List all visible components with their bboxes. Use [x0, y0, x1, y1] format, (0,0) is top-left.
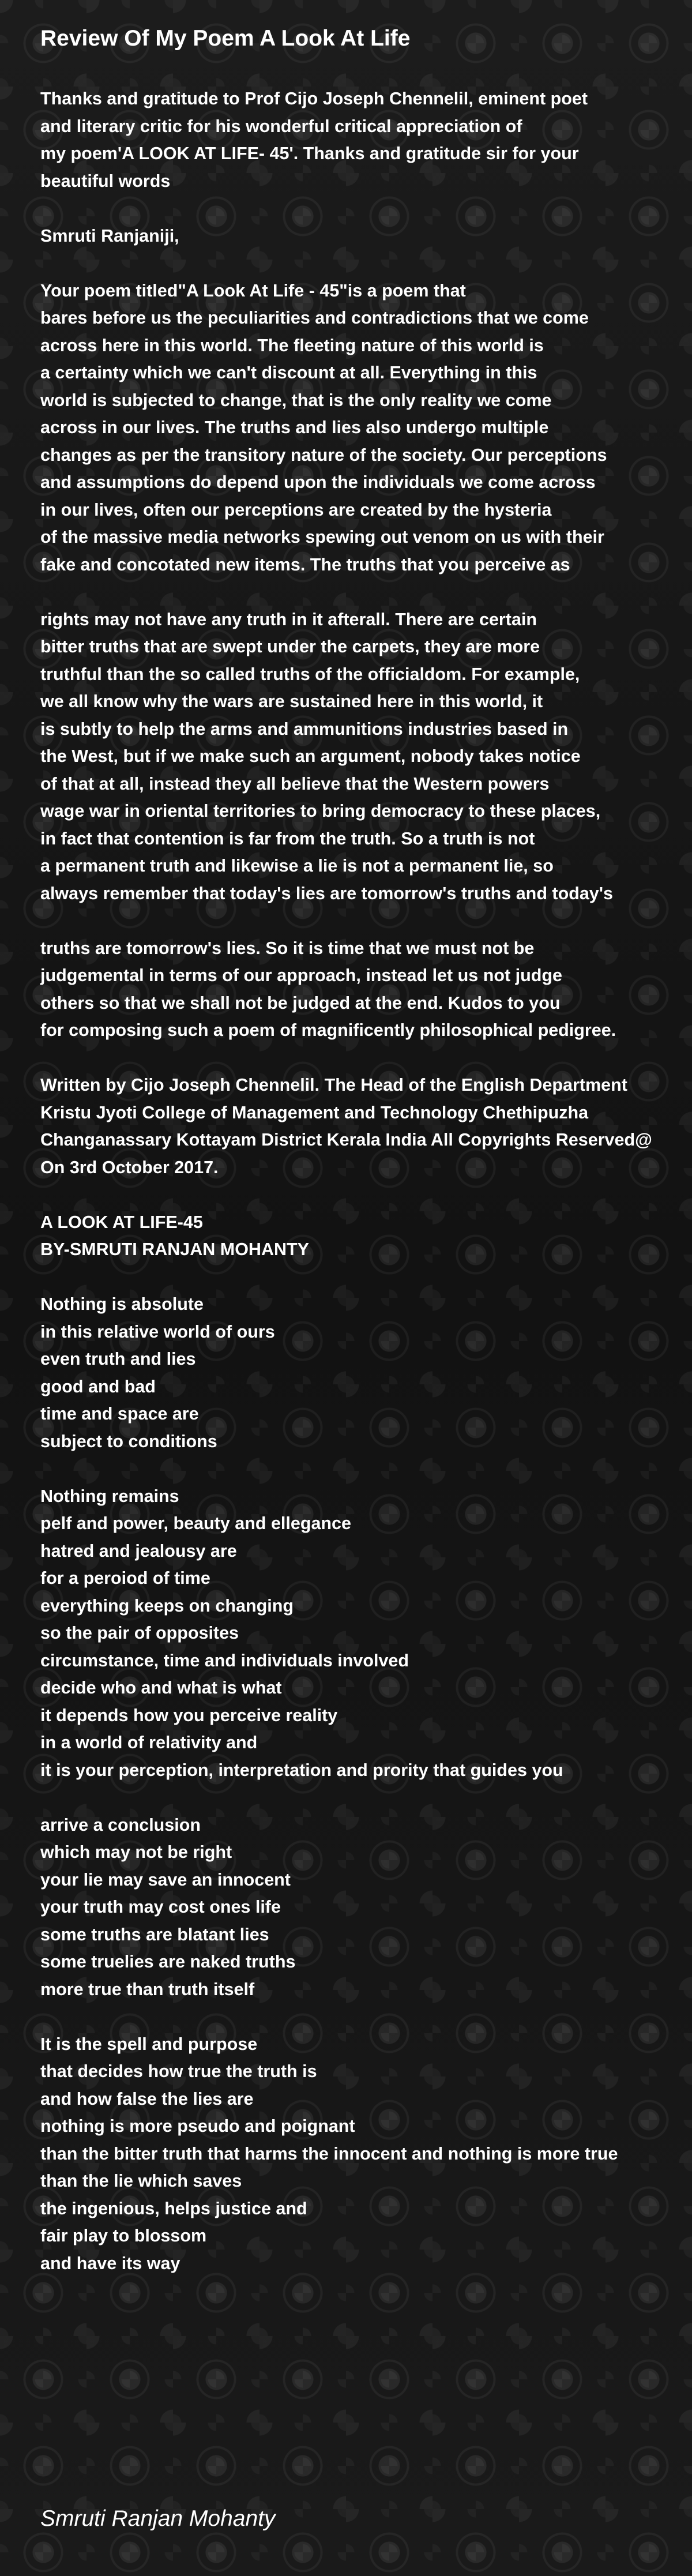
text-line: Smruti Ranjaniji, [40, 226, 179, 246]
text-line: a certainty which we can't discount at all. Everything in this [40, 363, 537, 382]
text-line: fake and concotated new items. The truths that you perceive as [40, 554, 570, 574]
text-line: It is the spell and purpose [40, 2034, 258, 2054]
blank-line [40, 579, 680, 606]
text-line: in this relative world of ours [40, 1321, 275, 1342]
text-line: bares before us the peculiarities and contradictions that we come [40, 308, 589, 328]
poem-body [40, 85, 680, 2277]
text-line: than the lie which saves [40, 2171, 242, 2191]
text-line: Written by Cijo Joseph Chennelil. The Head of the English Department [40, 1075, 627, 1095]
text-line: wage war in oriental territories to bring democracy to these places, [40, 801, 601, 821]
poem-title: Review Of My Poem A Look At Life [40, 26, 411, 51]
text-line: and literary critic for his wonderful critical appreciation of [40, 116, 522, 136]
text-line: Changanassary Kottayam District Kerala India All Copyrights Reserved@ [40, 1130, 652, 1150]
text-line: beautiful words [40, 171, 171, 191]
blank-line [40, 1455, 680, 1483]
text-line: the ingenious, helps justice and [40, 2198, 307, 2218]
blank-line [40, 1181, 680, 1209]
text-line: Nothing is absolute [40, 1294, 204, 1314]
text-line: subject to conditions [40, 1431, 217, 1451]
text-line: pelf and power, beauty and ellegance [40, 1514, 351, 1533]
text-line: it is your perception, interpretation and prority that guides you [40, 1760, 563, 1780]
text-line: so the pair of opposites [40, 1623, 239, 1643]
text-line: others so that we shall not be judged at the end. Kudos to you [40, 993, 561, 1013]
text-line: arrive a conclusion [40, 1815, 201, 1835]
text-line: decide who and what is what [40, 1678, 282, 1698]
text-line: Kristu Jyoti College of Management and Technology Chethipuzha [40, 1102, 589, 1122]
text-line: BY-SMRUTI RANJAN MOHANTY [40, 1240, 309, 1259]
text-line: of that at all, instead they all believe that the Western powers [40, 773, 550, 794]
text-line: good and bad [40, 1376, 156, 1396]
text-line: everything keeps on changing [40, 1595, 294, 1616]
text-line: more true than truth itself [40, 1979, 255, 1999]
text-line: and have its way [40, 2253, 180, 2273]
author-name: Smruti Ranjan Mohanty [40, 2506, 276, 2531]
text-line: even truth and lies [40, 1349, 196, 1369]
text-line: judgemental in terms of our approach, instead let us not judge [40, 966, 562, 985]
blank-line [40, 907, 680, 935]
text-line: circumstance, time and individuals involved [40, 1650, 409, 1670]
text-line: world is subjected to change, that is the only reality we come [40, 390, 552, 410]
text-line: always remember that today's lies are tomorrow's truths and today's [40, 883, 613, 903]
text-line: some truths are blatant lies [40, 1924, 269, 1944]
text-line: across in our lives. The truths and lies also undergo multiple [40, 418, 549, 437]
text-line: Thanks and gratitude to Prof Cijo Joseph Chennelil, eminent poet [40, 89, 588, 108]
text-line: A LOOK AT LIFE-45 [40, 1212, 203, 1232]
text-line: and assumptions do depend upon the individuals we come across [40, 472, 596, 492]
text-line: in a world of relativity and [40, 1733, 258, 1752]
text-line: bitter truths that are swept under the carpets, they are more [40, 637, 540, 656]
text-line: rights may not have any truth in it afterall. There are certain [40, 609, 537, 629]
text-line: for composing such a poem of magnificently philosophical pedigree. [40, 1020, 616, 1040]
text-line: Nothing remains [40, 1486, 179, 1506]
text-line: for a peroiod of time [40, 1568, 210, 1588]
text-line: in our lives, often our perceptions are created by the hysteria [40, 500, 552, 520]
text-line: is subtly to help the arms and ammunitions industries based in [40, 719, 569, 739]
text-line: the West, but if we make such an argument, nobody takes notice [40, 746, 581, 766]
text-line: fair play to blossom [40, 2226, 207, 2245]
blank-line [40, 195, 680, 223]
blank-line [40, 1264, 680, 1291]
blank-line [40, 2003, 680, 2031]
text-line: in fact that contention is far from the truth. So a truth is not [40, 828, 535, 848]
text-line: we all know why the wars are sustained here in this world, it [40, 692, 543, 711]
text-line: it depends how you perceive reality [40, 1705, 338, 1725]
text-line: than the bitter truth that harms the innocent and nothing is more true [40, 2143, 618, 2164]
text-line: some truelies are naked truths [40, 1952, 296, 1972]
blank-line [40, 1045, 680, 1072]
text-line: changes as per the transitory nature of the society. Our perceptions [40, 445, 607, 465]
text-line: hatred and jealousy are [40, 1541, 237, 1561]
text-line: your lie may save an innocent [40, 1869, 291, 1890]
text-line: my poem'A LOOK AT LIFE- 45'. Thanks and gratitude sir for your [40, 144, 579, 163]
text-line: and how false the lies are [40, 2089, 254, 2109]
text-line: your truth may cost ones life [40, 1897, 281, 1917]
text-line: time and space are [40, 1404, 199, 1424]
blank-line [40, 250, 680, 277]
text-line: Your poem titled"A Look At Life - 45"is a poem that [40, 280, 466, 301]
text-line: truthful than the so called truths of the officialdom. For example, [40, 664, 580, 684]
blank-line [40, 1784, 680, 1812]
text-line: across here in this world. The fleeting nature of this world is [40, 335, 544, 355]
text-line: of the massive media networks spewing out venom on us with their [40, 527, 604, 547]
text-line: On 3rd October 2017. [40, 1157, 219, 1177]
text-line: that decides how true the truth is [40, 2061, 317, 2081]
text-line: truths are tomorrow's lies. So it is time that we must not be [40, 938, 535, 958]
text-line: a permanent truth and likewise a lie is not a permanent lie, so [40, 856, 554, 876]
text-line: which may not be right [40, 1842, 232, 1862]
text-line: nothing is more pseudo and poignant [40, 2116, 355, 2136]
